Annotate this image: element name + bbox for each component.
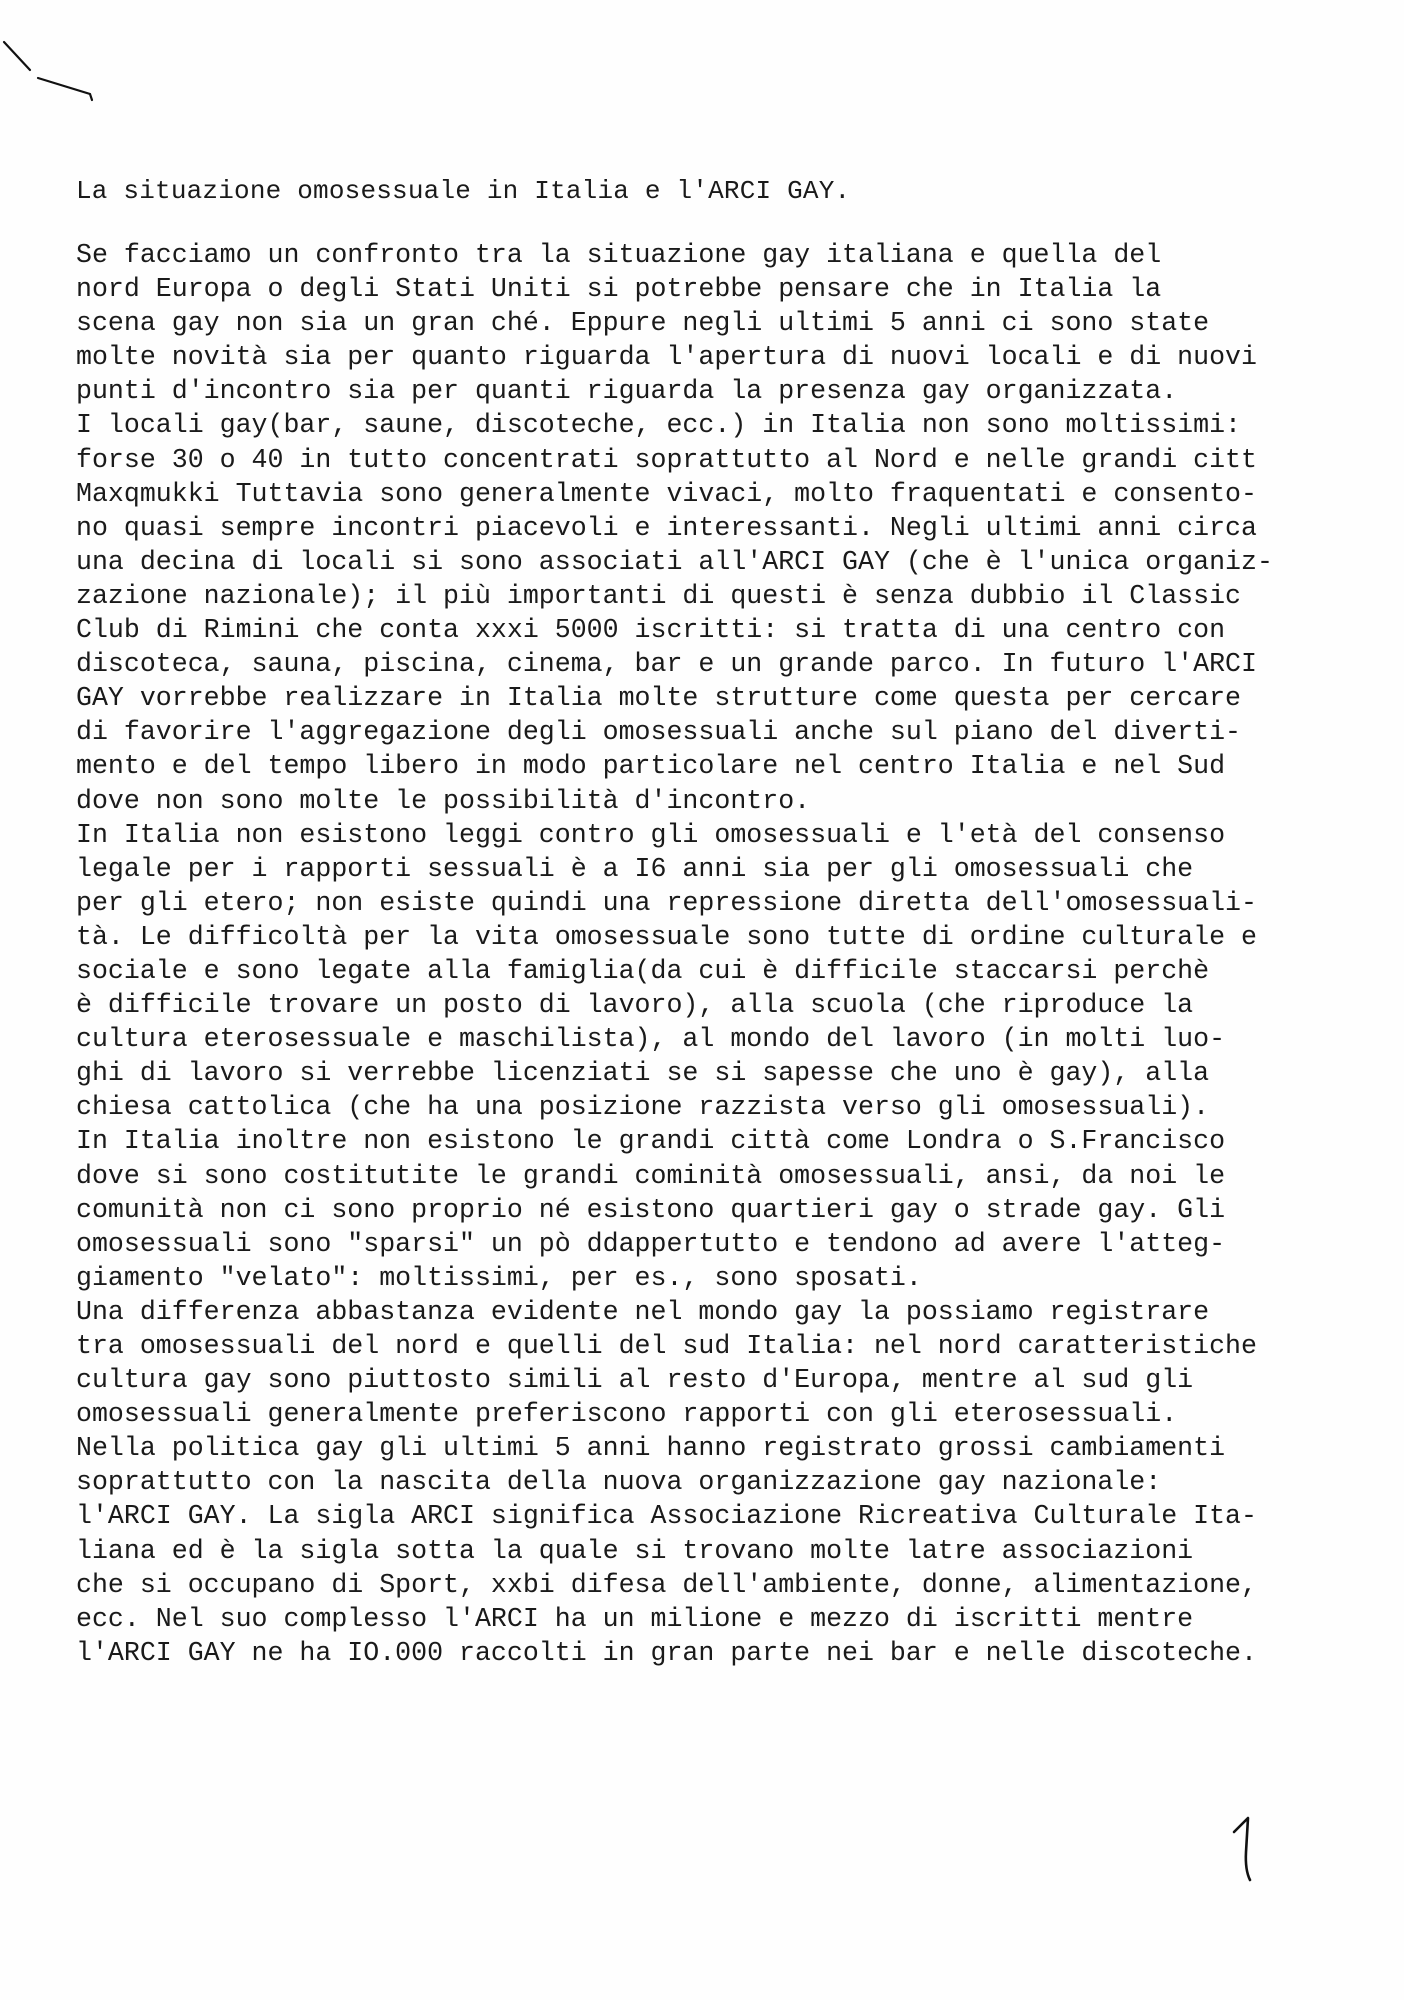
text-line: di favorire l'aggregazione degli omosessuali anche sul piano del diverti- xyxy=(76,717,1241,748)
text-line: In Italia non esistono leggi contro gli omosessuali e l'età del consenso xyxy=(76,819,1226,850)
handwritten-page-number xyxy=(1228,1810,1268,1890)
text-line: omosessuali generalmente preferiscono rapporti con gli eterosessuali. xyxy=(76,1399,1178,1430)
text-line: che si occupano di Sport, xxbi difesa dell'ambiente, donne, alimentazione, xyxy=(76,1569,1257,1600)
text-line: l'ARCI GAY. La sigla ARCI significa Associazione Ricreativa Culturale Ita- xyxy=(76,1501,1257,1532)
document-title: La situazione omosessuale in Italia e l'ARCI GAY. xyxy=(76,176,851,206)
text-line: liana ed è la sigla sotta la quale si trovano molte latre associazioni xyxy=(76,1535,1194,1566)
text-line: tà. Le difficoltà per la vita omosessuale sono tutte di ordine culturale e xyxy=(76,921,1257,952)
text-line: ecc. Nel suo complesso l'ARCI ha un milione e mezzo di iscritti mentre xyxy=(76,1603,1194,1634)
text-line: cultura gay sono piuttosto simili al resto d'Europa, mentre al sud gli xyxy=(76,1365,1194,1396)
text-line: l'ARCI GAY ne ha IO.000 raccolti in gran parte nei bar e nelle discoteche. xyxy=(76,1637,1257,1668)
text-line: Nella politica gay gli ultimi 5 anni hanno registrato grossi cambiamenti xyxy=(76,1433,1226,1464)
text-line: forse 30 o 40 in tutto concentrati soprattutto al Nord e nelle grandi citt xyxy=(76,444,1257,475)
text-line: punti d'incontro sia per quanti riguarda la presenza gay organizzata. xyxy=(76,376,1178,407)
text-line: Se facciamo un confronto tra la situazione gay italiana e quella del xyxy=(76,240,1162,270)
text-line: Maxqmukki Tuttavia sono generalmente vivaci, molto fraquentati e consento- xyxy=(76,478,1257,509)
text-line: mento e del tempo libero in modo particolare nel centro Italia e nel Sud xyxy=(76,751,1226,782)
text-line: I locali gay(bar, saune, discoteche, ecc.) in Italia non sono moltissimi: xyxy=(76,410,1241,441)
text-line: In Italia inoltre non esistono le grandi città come Londra o S.Francisco xyxy=(76,1126,1226,1157)
text-line: dove si sono costitutite le grandi cominità omosessuali, ansi, da noi le xyxy=(76,1160,1226,1191)
text-line: discoteca, sauna, piscina, cinema, bar e un grande parco. In futuro l'ARCI xyxy=(76,649,1257,680)
text-line: una decina di locali si sono associati all'ARCI GAY (che è l'unica organiz- xyxy=(76,546,1273,577)
text-line: omosessuali sono "sparsi" un pò ddappertutto e tendono ad avere l'atteg- xyxy=(76,1228,1226,1259)
text-line: Club di Rimini che conta xxxi 5000 iscritti: si tratta di una centro con xyxy=(76,615,1226,646)
pen-stroke-marks xyxy=(0,30,110,110)
text-line: legale per i rapporti sessuali è a I6 anni sia per gli omosessuali che xyxy=(76,853,1194,884)
document-body xyxy=(76,238,1396,1670)
text-line: per gli etero; non esiste quindi una repressione diretta dell'omosessuali- xyxy=(76,887,1257,918)
text-line: sociale e sono legate alla famiglia(da cui è difficile staccarsi perchè xyxy=(76,955,1210,986)
text-line: dove non sono molte le possibilità d'incontro. xyxy=(76,785,811,816)
text-line: è difficile trovare un posto di lavoro), alla scuola (che riproduce la xyxy=(76,990,1194,1021)
text-line: zazione nazionale); il più importanti di questi è senza dubbio il Classic xyxy=(76,580,1241,611)
text-line: GAY vorrebbe realizzare in Italia molte strutture come questa per cercare xyxy=(76,683,1241,714)
text-line: molte novità sia per quanto riguarda l'apertura di nuovi locali e di nuovi xyxy=(76,342,1257,373)
text-line: cultura eterosessuale e maschilista), al mondo del lavoro (in molti luo- xyxy=(76,1024,1226,1055)
text-line: giamento "velato": moltissimi, per es., sono sposati. xyxy=(76,1262,922,1293)
text-line: chiesa cattolica (che ha una posizione razzista verso gli omosessuali). xyxy=(76,1092,1210,1123)
text-line: ghi di lavoro si verrebbe licenziati se si sapesse che uno è gay), alla xyxy=(76,1058,1210,1089)
text-line: scena gay non sia un gran ché. Eppure negli ultimi 5 anni ci sono state xyxy=(76,308,1210,339)
text-line: soprattutto con la nascita della nuova organizzazione gay nazionale: xyxy=(76,1467,1162,1498)
text-line: comunità non ci sono proprio né esistono quartieri gay o strade gay. Gli xyxy=(76,1194,1226,1225)
text-line: tra omosessuali del nord e quelli del sud Italia: nel nord caratteristiche xyxy=(76,1331,1257,1361)
text-line: no quasi sempre incontri piacevoli e interessanti. Negli ultimi anni circa xyxy=(76,512,1257,543)
text-line: nord Europa o degli Stati Uniti si potrebbe pensare che in Italia la xyxy=(76,274,1162,305)
text-line: Una differenza abbastanza evidente nel mondo gay la possiamo registrare xyxy=(76,1296,1210,1327)
